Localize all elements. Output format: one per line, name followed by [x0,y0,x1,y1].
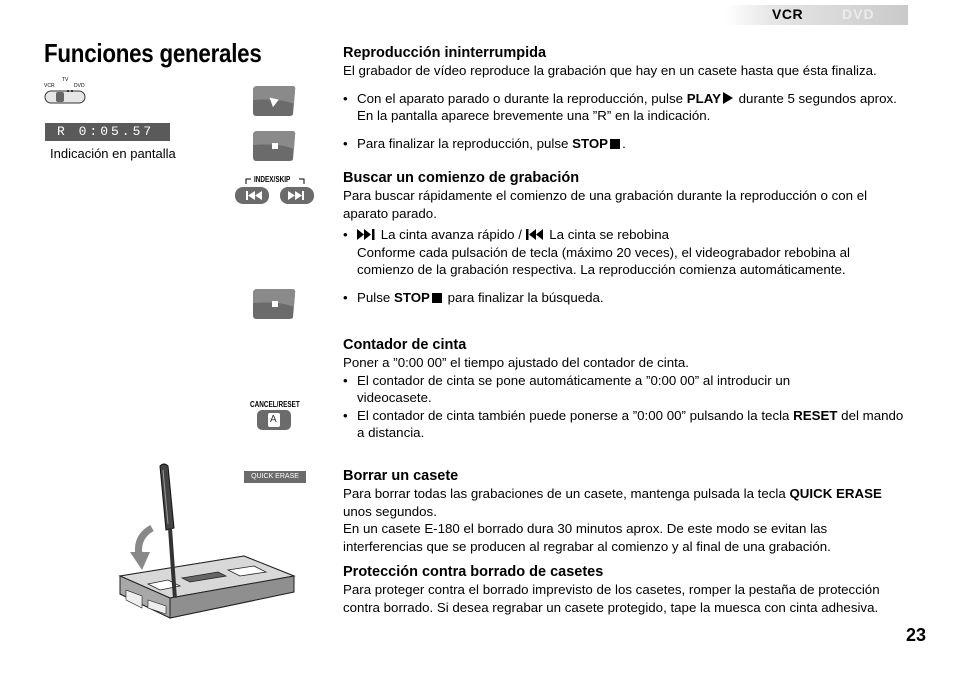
bullet-item [343,90,908,125]
bullet-item [343,226,908,279]
section-intro: Para buscar rápidamente el comienzo de una grabación durante la reproducción o con el aparato parado. [343,188,868,221]
cancel-reset-label: CANCEL/RESET [250,400,300,409]
bullet-text: . [622,135,626,151]
section-counter [343,336,908,442]
osd-display: R 0:05.57 [45,123,170,141]
bullet-item [343,289,908,307]
cassette-screwdriver-icon [108,458,298,638]
bullet-text: Con el aparato parado o durante la reproducción, pulse [357,90,687,106]
cancel-reset-key [257,410,291,430]
skip-back-icon [526,229,546,240]
quick-erase-label: QUICK ERASE [244,471,306,483]
play-key-icon [250,84,298,118]
section-heading: Reproducción ininterrumpida [343,45,547,61]
tab-vcr[interactable]: VCR [772,6,804,22]
section-heading: Borrar un casete [343,468,459,484]
stop-key-name: STOP [393,289,430,305]
stop-icon [432,293,442,303]
section-heading: Contador de cinta [343,337,467,353]
section-heading: Protección contra borrado de casetes [343,564,604,580]
stop-icon [610,139,620,149]
section-intro: El grabador de vídeo reproduce la grabación que hay en un casete hasta que ésta finaliza. [343,63,877,78]
switch-slider-icon [44,89,88,105]
bullet-item [343,407,908,442]
bullet-text: Para finalizar la reproducción, pulse [357,135,573,151]
section-erase [343,467,898,555]
stop-key-name: STOP [572,135,609,151]
cancel-reset-key-letter: A [270,414,277,425]
switch-vcr-label: VCR [44,83,55,89]
bullet-text: del mando a distancia. [357,407,904,440]
quick-erase-key-name: QUICK ERASE [789,486,882,501]
bullet-text: La cinta avanza rápido / [377,227,526,242]
switch-dvd-label: DVD [74,83,85,89]
skip-forward-icon [357,229,377,240]
section-body [343,485,883,520]
reset-key-name: RESET [793,407,838,423]
bullet-text: durante 5 segundos aprox. En la pantalla aparece brevemente una ”R” en la indicación. [357,90,897,123]
bullet-text: para finalizar la búsqueda. [443,289,604,305]
bullet-item [343,135,908,153]
body-text: Para borrar todas las grabaciones de un casete, mantenga pulsada la tecla [343,486,790,501]
page-number: 23 [906,625,927,645]
section-body: Para proteger contra el borrado imprevisto de los casetes, romper la pestaña de protección contra borrado. Si desea regrabar un casete protegido, tape la muesca con cinta adhesiva. [343,582,880,615]
index-skip-keys [234,175,316,207]
bullet-text: El contador de cinta también puede ponerse a ”0:00 00” pulsando la tecla [357,407,794,423]
stop-key-icon [250,287,298,321]
play-icon [723,92,733,104]
bullet-detail: Conforme cada pulsación de tecla (máximo 20 veces), el videograbador rebobina al comienzo de la grabación respectiva. La reproducción comienza automáticamente. [357,244,850,277]
bullet-text: La cinta se rebobina [545,227,670,242]
section-body: En un casete E-180 el borrado dura 30 minutos aprox. De este modo se evitan las interferencias que se producen al regrabar al comienzo y al final de una grabación. [343,521,831,554]
bullet-text: Pulse [357,289,394,305]
body-text: unos segundos. [343,503,437,519]
mode-tab-bar [726,5,908,25]
index-skip-label: INDEX/SKIP [254,175,291,184]
page-title: Funciones generales [44,38,262,68]
section-heading: Buscar un comienzo de grabación [343,170,580,186]
bullet-item: • El contador de cinta se pone automáticamente a ”0:00 00” al introducir un videocasete. [343,372,837,407]
section-protect [343,563,903,616]
index-skip-buttons-icon [234,186,316,206]
play-key-name: PLAY [686,90,721,106]
switch-tv-label: TV [62,77,69,83]
section-playback [343,44,908,152]
stop-key-icon [250,129,298,163]
osd-caption: Indicación en pantalla [50,146,176,161]
section-search [343,169,908,306]
section-intro: Poner a ”0:00 00” el tiempo ajustado del contador de cinta. [343,355,689,370]
tab-dvd[interactable]: DVD [842,6,875,22]
mode-switch [44,77,88,107]
